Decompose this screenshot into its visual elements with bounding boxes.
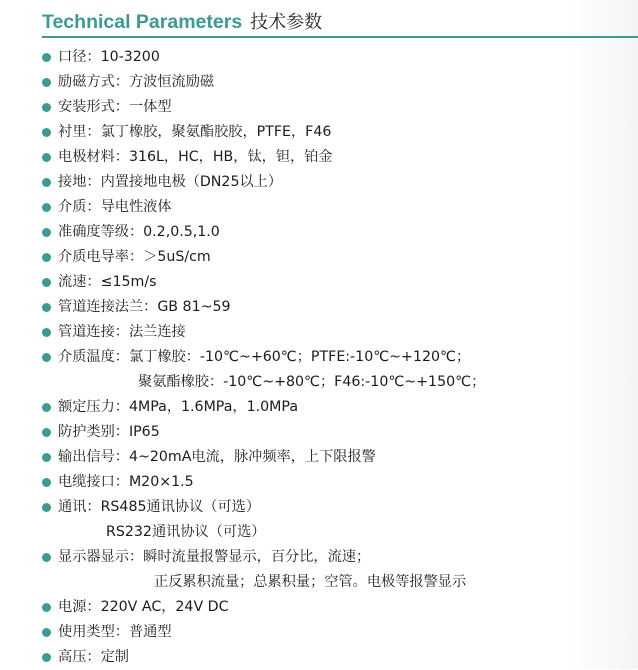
param-text: 管道连接法兰：GB 81~59 xyxy=(58,299,231,315)
param-text: 接地：内置接地电极（DN25以上） xyxy=(58,174,283,190)
bullet-dot-icon xyxy=(42,653,51,662)
param-text: 输出信号：4~20mA电流，脉冲频率，上下限报警 xyxy=(58,449,376,465)
bullet-dot-icon xyxy=(42,453,51,462)
bullet-dot-icon xyxy=(42,253,51,262)
bullet-dot-icon xyxy=(42,303,51,312)
bullet-dot-icon xyxy=(42,178,51,187)
param-text: 励磁方式：方波恒流励磁 xyxy=(58,74,215,90)
param-text: 管道连接：法兰连接 xyxy=(58,324,186,340)
param-text: 介质电导率：＞5uS/cm xyxy=(58,249,211,265)
bullet-dot-icon xyxy=(42,353,51,362)
bullet-dot-icon xyxy=(42,503,51,512)
param-text: 显示器显示：瞬时流量报警显示，百分比，流速； xyxy=(58,549,371,565)
bullet-dot-icon xyxy=(42,128,51,137)
param-text: 安装形式：一体型 xyxy=(58,99,172,115)
param-text: 口径：10-3200 xyxy=(58,49,160,65)
param-text: 通讯：RS485通讯协议（可选） xyxy=(58,499,261,515)
bullet-dot-icon xyxy=(42,103,51,112)
section-title xyxy=(42,8,322,34)
bullet-dot-icon xyxy=(42,278,51,287)
param-text: 额定压力：4MPa，1.6MPa，1.0MPa xyxy=(58,399,299,415)
param-text: 电极材料：316L，HC，HB，钛，钽，铂金 xyxy=(58,149,333,165)
param-text: 正反累积流量；总累积量；空管。电极等报警显示 xyxy=(154,574,467,590)
param-text: 电缆接口：M20×1.5 xyxy=(58,474,194,490)
bullet-dot-icon xyxy=(42,78,51,87)
bullet-dot-icon xyxy=(42,553,51,562)
bullet-dot-icon xyxy=(42,53,51,62)
title-underline xyxy=(42,36,638,38)
param-text: 高压：定制 xyxy=(58,649,129,665)
bullet-dot-icon xyxy=(42,478,51,487)
param-text: 介质温度：氯丁橡胶：-10℃~+60℃；PTFE:-10℃~+120℃； xyxy=(58,349,471,365)
title-english: Technical Parameters xyxy=(42,11,243,33)
bullet-dot-icon xyxy=(42,153,51,162)
param-text: 准确度等级：0.2,0.5,1.0 xyxy=(58,224,220,240)
param-text: 衬里：氯丁橡胶，聚氨酯胶胶，PTFE，F46 xyxy=(58,124,332,140)
param-text: 电源：220V AC，24V DC xyxy=(58,599,229,615)
param-text: RS232通讯协议（可选） xyxy=(106,524,266,540)
bullet-dot-icon xyxy=(42,328,51,337)
bullet-dot-icon xyxy=(42,628,51,637)
param-text: 使用类型：普通型 xyxy=(58,624,172,640)
param-text: 防护类别：IP65 xyxy=(58,424,160,440)
param-text: 介质：导电性液体 xyxy=(58,199,172,215)
bullet-dot-icon xyxy=(42,203,51,212)
title-chinese: 技术参数 xyxy=(250,12,323,33)
right-edge-shade xyxy=(568,0,638,669)
bullet-dot-icon xyxy=(42,403,51,412)
param-text: 聚氨酯橡胶：-10℃~+80℃；F46:-10℃~+150℃； xyxy=(138,374,486,390)
bullet-dot-icon xyxy=(42,603,51,612)
bullet-dot-icon xyxy=(42,228,51,237)
bullet-dot-icon xyxy=(42,428,51,437)
param-text: 流速：≤15m/s xyxy=(58,274,157,290)
